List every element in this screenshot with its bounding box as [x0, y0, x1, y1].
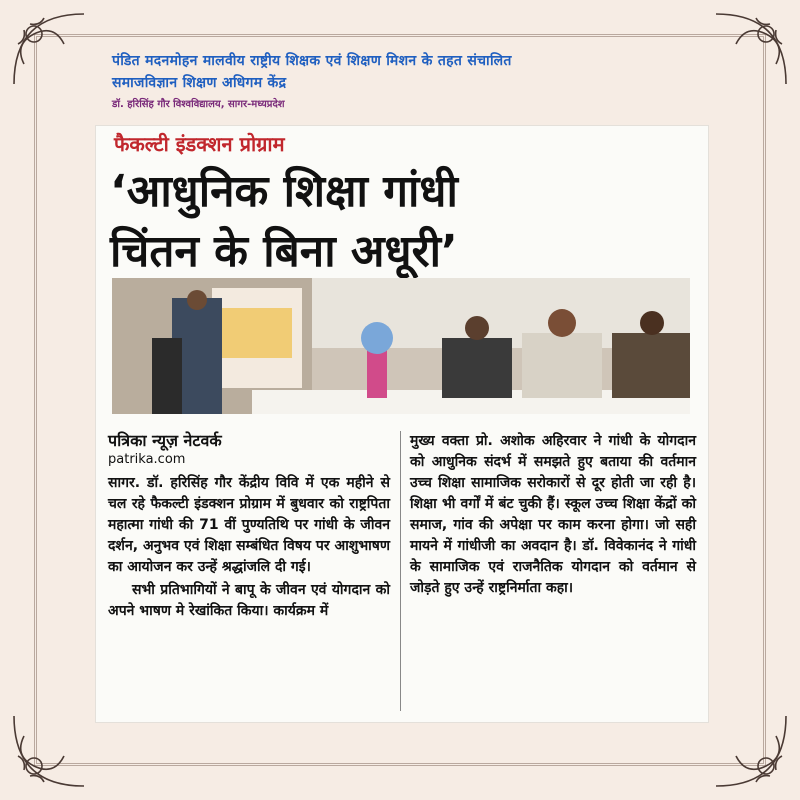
article-column-1 — [108, 431, 390, 622]
newspaper-clipping — [96, 126, 708, 722]
corner-ornament-icon — [4, 4, 94, 94]
dateline: सागर. — [108, 475, 141, 491]
paragraph-3: मुख्य वक्ता प्रो. अशोक अहिरवार ने गांधी के योगदान को आधुनिक संदर्भ में समझते हुए बताया की वर्तमान उच्च शिक्षा सामाजिक सरोकारों से दूर होती जा रही है। शिक्षा भी वर्गों में बंट चुकी हैं। स्कूल उच्च शिक्षा केंद्रों को समाज, गांव की अपेक्षा पर काम करना होगा। जो सही मायने में गांधीजी का अवदान है। डॉ. विवेकानंद ने गांधी के सामाजिक एवं राजनैतिक योगदान को वर्तमान से जोड़ते हुए उन्हें राष्ट्रनिर्माता कहा। — [410, 433, 696, 596]
byline: पत्रिका न्यूज़ नेटवर्क — [108, 431, 222, 450]
corner-ornament-icon — [4, 706, 94, 796]
event-photo — [112, 278, 690, 414]
article-kicker: फैकल्टी इंडक्शन प्रोग्राम — [114, 132, 285, 156]
corner-ornament-icon — [706, 4, 796, 94]
corner-ornament-icon — [706, 706, 796, 796]
paragraph-1 — [108, 473, 390, 578]
header-line-3: डॉ. हरिसिंह गौर विश्वविद्यालय, सागर-मध्यप्रदेश — [112, 99, 285, 110]
site-link: patrika.com — [108, 452, 186, 467]
paragraph-1-text: डॉ. हरिसिंह गौर केंद्रीय विवि में एक महीने से चल रहे फैकल्टी इंडक्शन प्रोग्राम में बुधवार को राष्ट्रपिता महात्मा गांधी की 71 वीं पुण्यतिथि पर गांधी के जीवन दर्शन, अनुभव एवं शिक्षा सम्बंधित विषय पर आशुभाषण का आयोजन कर उन्हें श्रद्धांजलि दी गई। — [108, 475, 390, 575]
header-line-1: पंडित मदनमोहन मालवीय राष्ट्रीय शिक्षक एवं शिक्षण मिशन के तहत संचालित — [112, 53, 512, 69]
header-line-2: समाजविज्ञान शिक्षण अधिगम केंद्र — [112, 75, 287, 91]
headline-line-2: चिंतन के बिना अधूरी’ — [110, 226, 458, 277]
document-header — [112, 50, 712, 114]
paragraph-2: सभी प्रतिभागियों ने बापू के जीवन एवं योगदान को अपने भाषण मे रेखांकित किया। कार्यक्रम में — [108, 582, 390, 619]
article-headline — [110, 162, 700, 282]
column-divider — [400, 431, 401, 711]
headline-line-1: ‘आधुनिक शिक्षा गांधी — [110, 166, 458, 217]
article-column-2 — [410, 431, 696, 599]
